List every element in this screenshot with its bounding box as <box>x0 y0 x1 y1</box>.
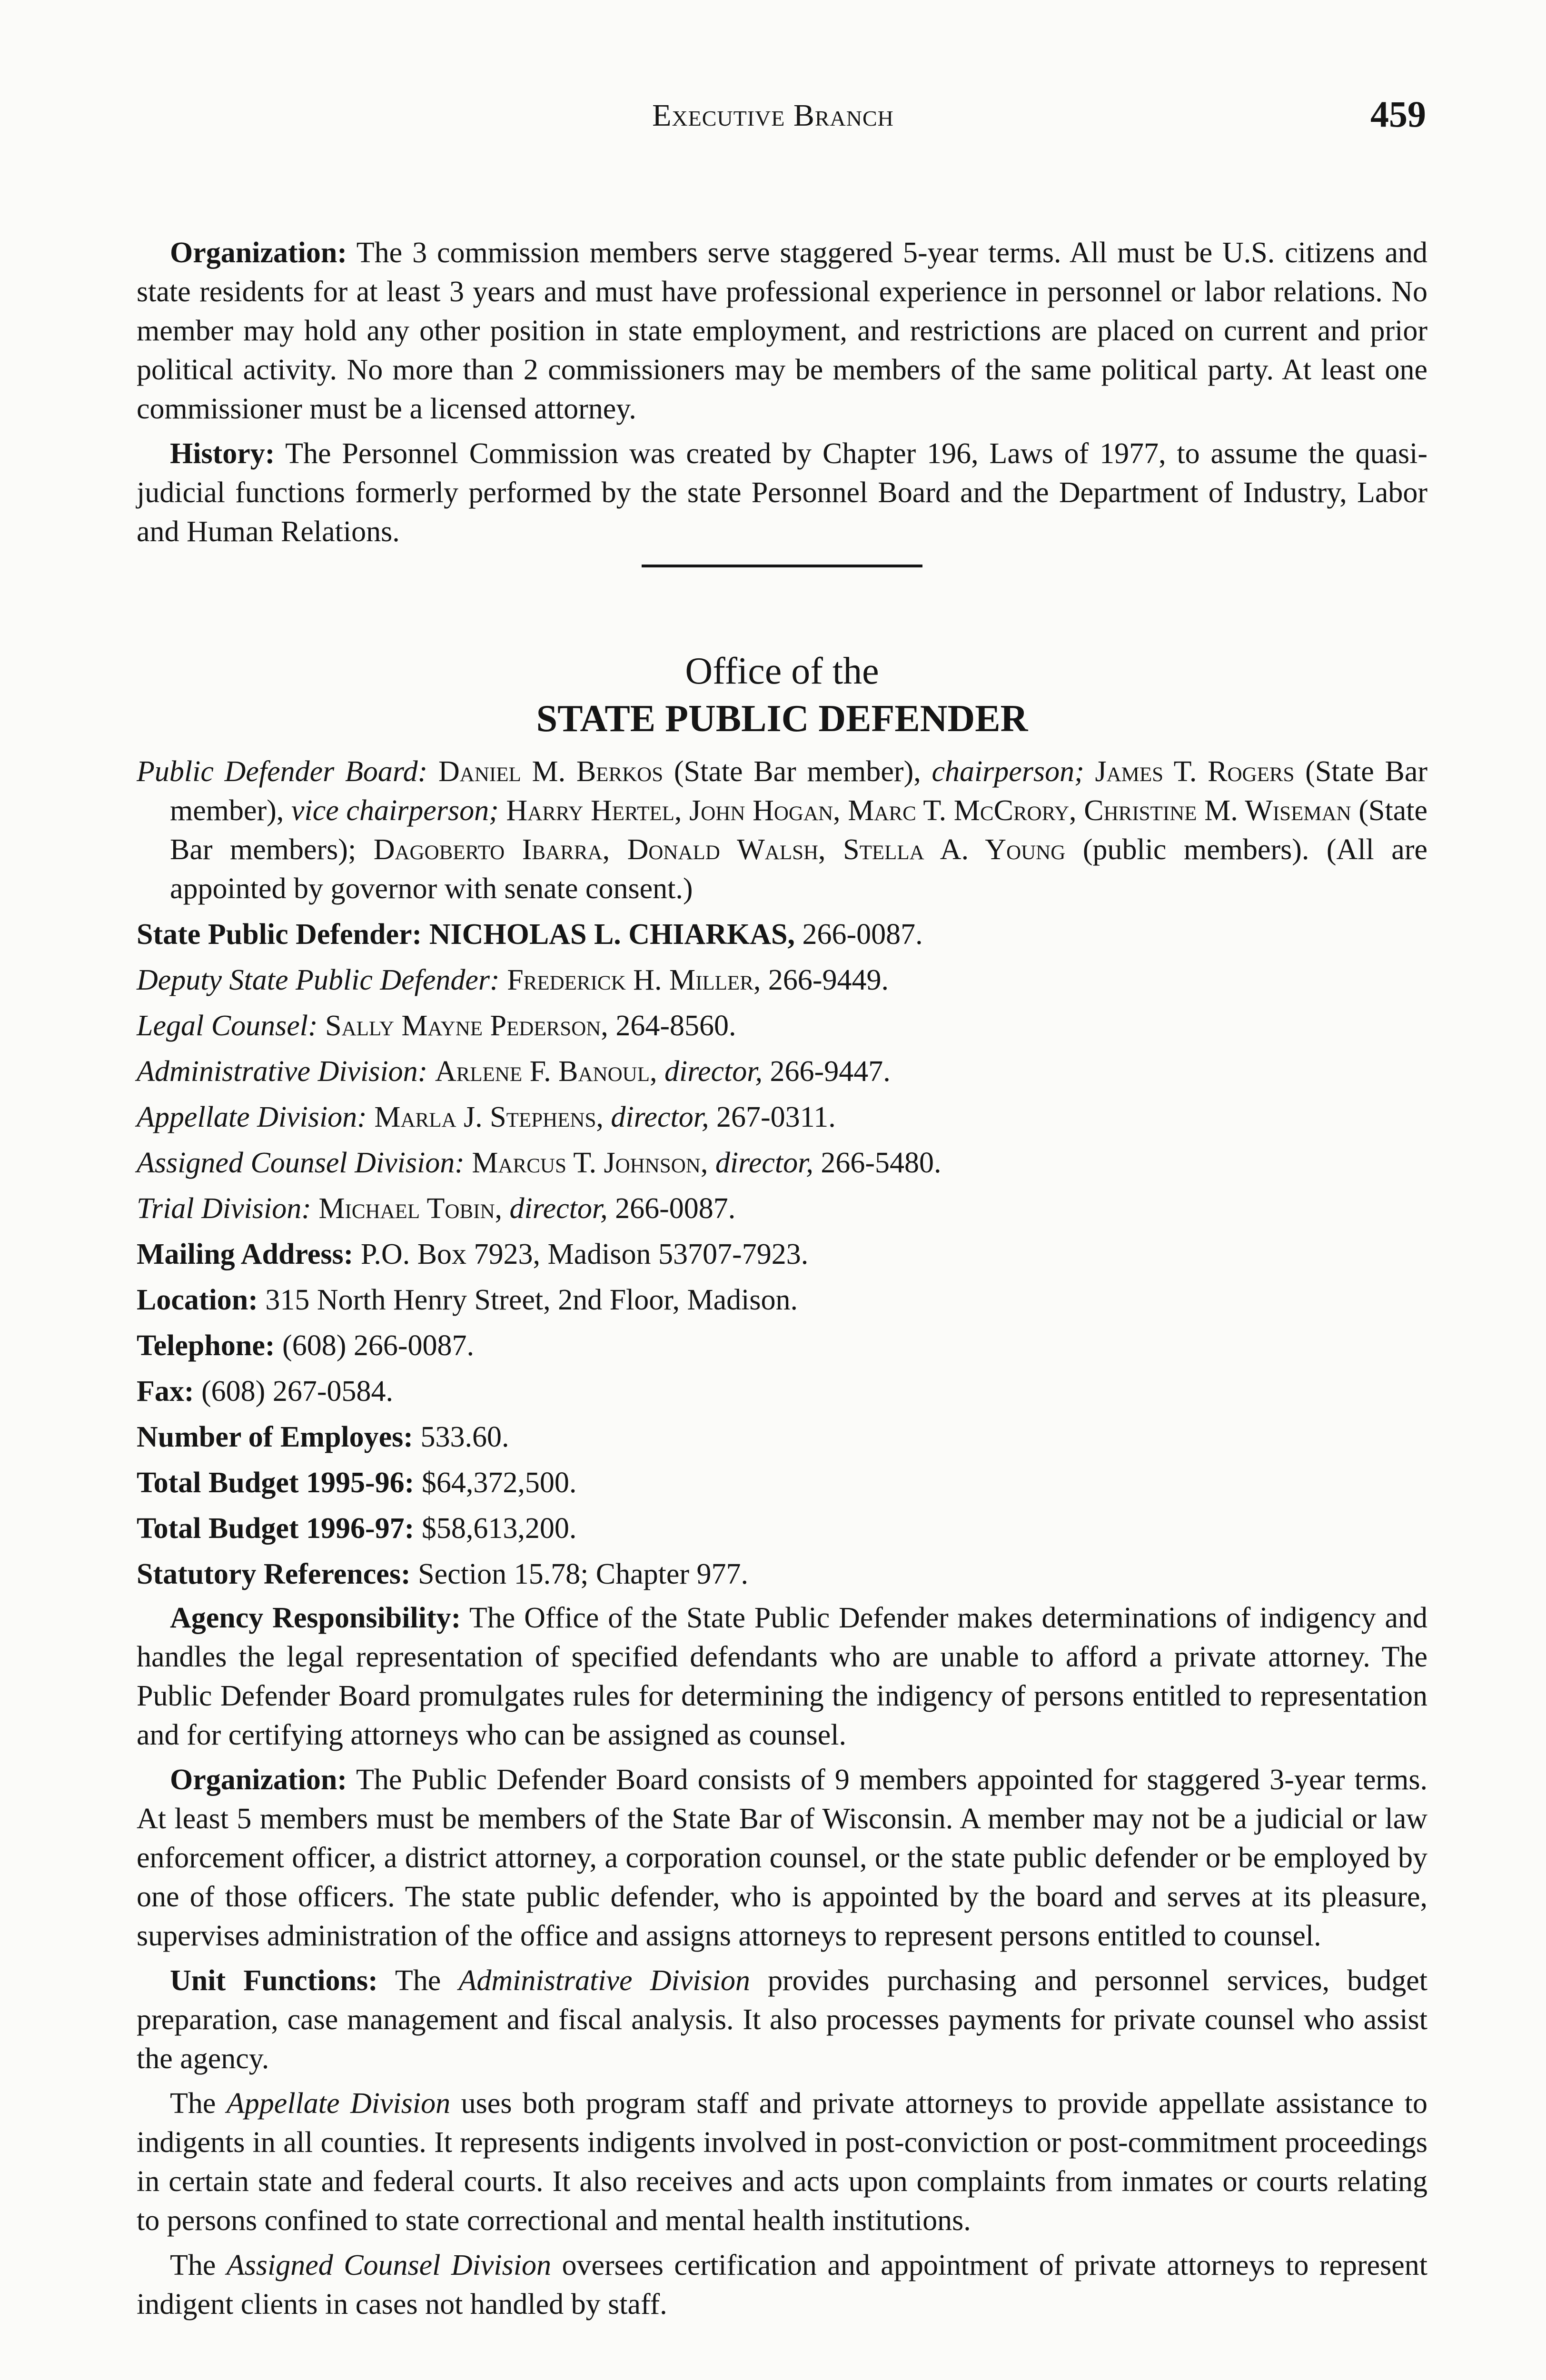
statutory-references <box>137 1555 1427 1594</box>
spd-name: NICHOLAS L. CHIARKAS, <box>429 918 795 951</box>
spd-phone: 266-0087. <box>794 918 923 951</box>
section-title <box>137 647 1427 743</box>
telephone-value: (608) 266-0087. <box>282 1329 474 1362</box>
text-run: The <box>395 1964 459 1997</box>
trial-phone: 266-0087. <box>607 1192 736 1225</box>
deputy-label: Deputy State Public Defender: <box>137 964 500 996</box>
page-body <box>137 233 1427 2324</box>
trial-division <box>137 1189 1427 1228</box>
division-name: Assigned Counsel Division <box>226 2249 551 2281</box>
legal-counsel-name: Sally Mayne Pederson, <box>325 1010 608 1042</box>
board-member-role: chairperson; <box>932 755 1084 788</box>
board-member-role: vice chairperson; <box>291 794 499 827</box>
organization-text: The 3 commission members serve staggered 5-year terms. All must be U.S. citizens and state residents for at least 3 years and must have professional experience in personnel or labor relations. No member may hold any other position in state employment, and restrictions are placed on current and prior political activity. No more than 2 commissioners may be members of the same political party. At least one commissioner must be a licensed attorney. <box>137 237 1427 425</box>
legal-counsel-label: Legal Counsel: <box>137 1010 318 1042</box>
trial-label: Trial Division: <box>137 1192 311 1225</box>
statutory-label: Statutory References: <box>137 1558 411 1590</box>
unit-functions-paragraph <box>137 1961 1427 2078</box>
assigned-counsel-paragraph <box>137 2246 1427 2324</box>
page-number: 459 <box>1370 93 1426 135</box>
legal-counsel-phone: 264-8560. <box>608 1010 736 1042</box>
appellate-division <box>137 1098 1427 1137</box>
total-budget-1996-97 <box>137 1509 1427 1548</box>
board-member-names: Harry Hertel, John Hogan, Marc T. McCrory, Christine M. Wiseman <box>506 794 1351 827</box>
section-title-line2: STATE PUBLIC DEFENDER <box>536 698 1028 740</box>
running-head: Executive Branch <box>652 98 894 133</box>
budget-9697-label: Total Budget 1996-97: <box>137 1512 415 1545</box>
admin-label: Administrative Division: <box>137 1055 428 1088</box>
office-organization-label: Organization: <box>170 1764 347 1796</box>
admin-name: Arlene F. Banoul, <box>435 1055 657 1088</box>
legal-counsel <box>137 1006 1427 1045</box>
budget-9596-label: Total Budget 1995-96: <box>137 1467 415 1499</box>
appellate-name: Marla J. Stephens, <box>374 1101 604 1133</box>
commission-organization-paragraph <box>137 233 1427 428</box>
board-member-name: Daniel M. Berkos <box>438 755 664 788</box>
fax <box>137 1372 1427 1411</box>
board-member-note: (State Bar member), <box>170 755 1428 827</box>
section-divider <box>642 565 922 567</box>
admin-role: director, <box>664 1055 763 1088</box>
telephone <box>137 1326 1427 1365</box>
agency-responsibility-paragraph <box>137 1598 1427 1755</box>
commission-history-paragraph <box>137 434 1427 551</box>
board-member-note: (public members). (All are appointed by governor with senate consent.) <box>170 833 1427 905</box>
budget-9596-value: $64,372,500. <box>421 1467 577 1499</box>
unit-functions-label: Unit Functions: <box>170 1964 378 1997</box>
mailing-address <box>137 1235 1427 1274</box>
text-run: The <box>170 2087 227 2120</box>
section-title-line1: Office of the <box>685 650 879 692</box>
statutory-value: Section 15.78; Chapter 977. <box>418 1558 749 1590</box>
board-member-note: (State Bar member), <box>663 755 932 788</box>
number-of-employes <box>137 1418 1427 1457</box>
division-name: Administrative Division <box>458 1964 750 1997</box>
agency-responsibility-text: The Office of the State Public Defender makes determinations of indigency and handles the legal representation of specified defendants who are unable to afford a private attorney. The Public Defender Board promulgates rules for determining the indigency of persons entitled to representation and for certifying attorneys who can be assigned as counsel. <box>137 1602 1427 1751</box>
assigned-role: director, <box>715 1147 813 1179</box>
deputy-phone: 266-9449. <box>761 964 889 996</box>
public-defender-board <box>137 752 1427 908</box>
text-run: The <box>170 2249 227 2281</box>
board-member-name: James T. Rogers <box>1095 755 1295 788</box>
admin-phone: 266-9447. <box>763 1055 891 1088</box>
fax-label: Fax: <box>137 1375 194 1408</box>
employes-label: Number of Employes: <box>137 1421 413 1453</box>
board-member-names: Dagoberto Ibarra, Donald Walsh, Stella A. Young <box>373 833 1066 866</box>
text-run: provides purchasing and personnel services, budget preparation, case management and fiscal analysis. It also processes payments for private counsel who assist the agency. <box>137 1964 1428 2075</box>
page-header <box>0 93 1546 136</box>
office-organization-paragraph <box>137 1760 1427 1955</box>
fax-value: (608) 267-0584. <box>201 1375 393 1408</box>
trial-role: director, <box>509 1192 608 1225</box>
total-budget-1995-96 <box>137 1463 1427 1502</box>
deputy-name: Frederick H. Miller, <box>507 964 761 996</box>
trial-name: Michael Tobin, <box>318 1192 503 1225</box>
appellate-division-paragraph <box>137 2084 1427 2240</box>
agency-responsibility-label: Agency Responsibility: <box>170 1602 461 1634</box>
location-value: 315 North Henry Street, 2nd Floor, Madison. <box>265 1284 798 1316</box>
assigned-counsel-division <box>137 1143 1427 1182</box>
administrative-division <box>137 1052 1427 1091</box>
spd-label: State Public Defender: <box>137 918 422 951</box>
telephone-label: Telephone: <box>137 1329 275 1362</box>
appellate-phone: 267-0311. <box>709 1101 836 1133</box>
division-name: Appellate Division <box>226 2087 451 2120</box>
location <box>137 1280 1427 1319</box>
history-label: History: <box>170 437 275 470</box>
text-run: oversees certification and appointment of private attorneys to represent indigent clients in cases not handled by staff. <box>137 2249 1428 2320</box>
budget-9697-value: $58,613,200. <box>421 1512 577 1545</box>
location-label: Location: <box>137 1284 258 1316</box>
assigned-phone: 266-5480. <box>813 1147 941 1179</box>
office-organization-text: The Public Defender Board consists of 9 members appointed for staggered 3-year terms. At least 5 members must be members of the State Bar of Wisconsin. A member may not be a judicial or law enforcement officer, a district attorney, a corporation counsel, or the state public defender or be employed by one of those officers. The state public defender, who is appointed by the board and serves at its pleasure, supervises administration of the office and assigns attorneys to represent persons entitled to counsel. <box>137 1764 1427 1952</box>
employes-value: 533.60. <box>420 1421 509 1453</box>
assigned-label: Assigned Counsel Division: <box>137 1147 465 1179</box>
appellate-label: Appellate Division: <box>137 1101 367 1133</box>
text-run: uses both program staff and private attorneys to provide appellate assistance to indigents in all counties. It represents indigents involved in post-conviction or post-commitment proceedings in certain state and federal courts. It also receives and acts upon complaints from inmates or courts relating to persons confined to state correctional and mental health institutions. <box>137 2087 1428 2237</box>
mailing-label: Mailing Address: <box>137 1238 354 1270</box>
assigned-name: Marcus T. Johnson, <box>472 1147 708 1179</box>
board-member-note: (State Bar members); <box>170 794 1428 866</box>
organization-label: Organization: <box>170 237 347 269</box>
deputy-state-public-defender <box>137 961 1427 1000</box>
mailing-value: P.O. Box 7923, Madison 53707-7923. <box>360 1238 809 1270</box>
board-label: Public Defender Board: <box>137 755 428 788</box>
appellate-role: director, <box>611 1101 709 1133</box>
history-text: The Personnel Commission was created by Chapter 196, Laws of 1977, to assume the quasi-judicial functions formerly performed by the state Personnel Board and the Department of Industry, Labor and Human Relations. <box>137 437 1427 548</box>
state-public-defender <box>137 915 1427 954</box>
